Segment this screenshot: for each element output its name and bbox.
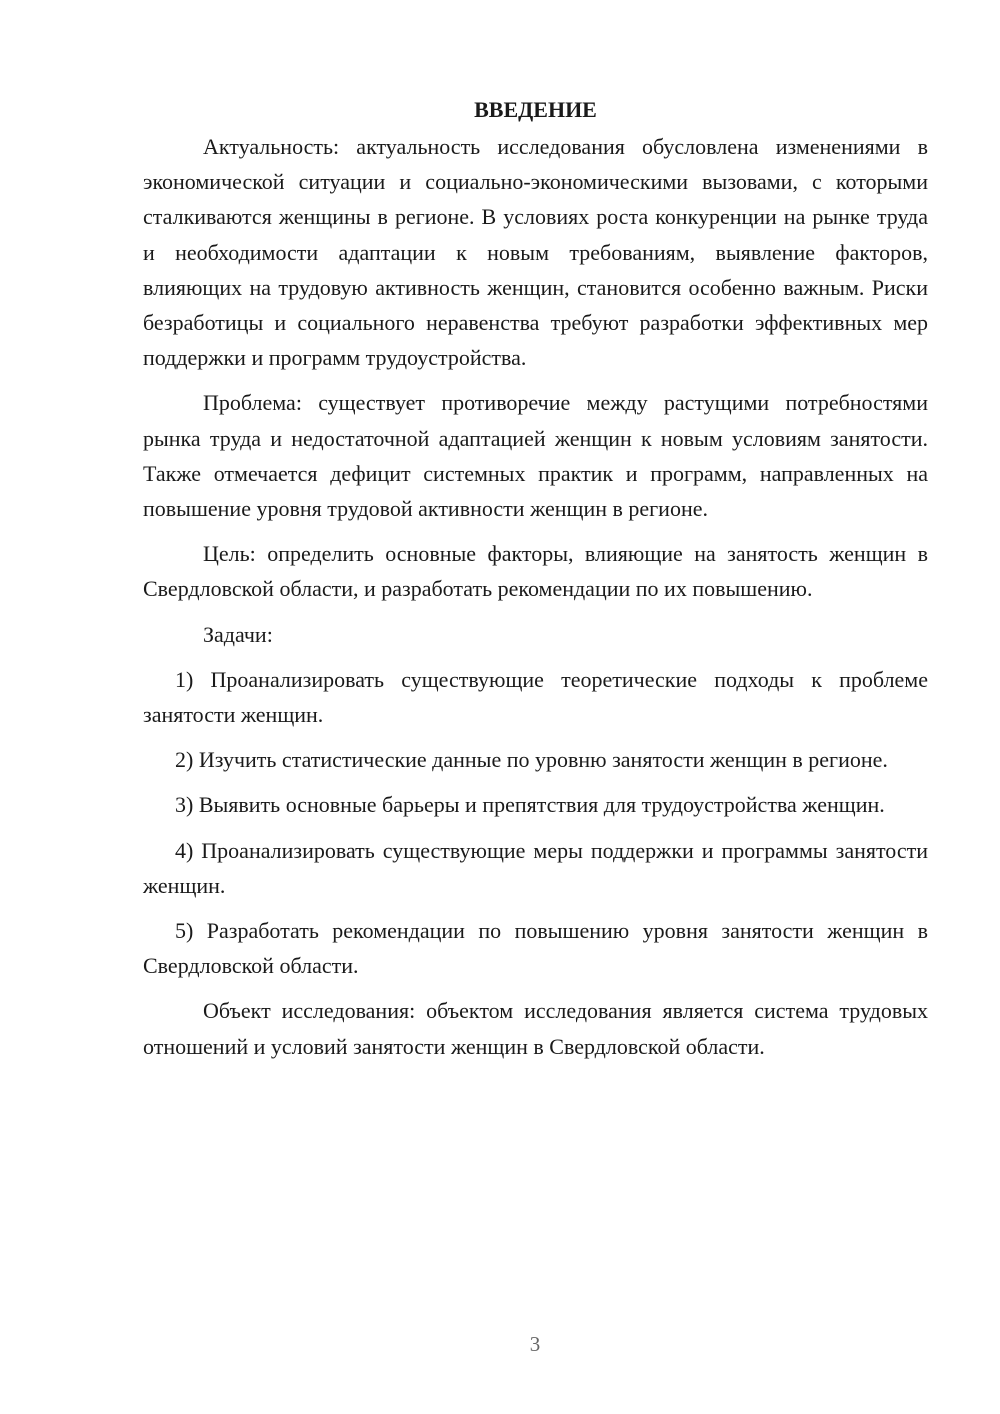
page-number: 3: [529, 1332, 541, 1356]
goal-paragraph: Цель: определить основные факторы, влияющие на занятость женщин в Свердловской области, и разработать рекомендации по их повышению.: [143, 541, 928, 602]
section-heading: ВВЕДЕНИЕ: [474, 97, 597, 122]
task-item-4: 4) Проанализировать существующие меры поддержки и программы занятости женщин.: [143, 837, 928, 898]
problem-paragraph: Проблема: существует противоречие между растущими потребностями рынка труда и недостаточной адаптацией женщин к новым условиям занятости. Также отмечается дефицит системных практик и программ, направленных на повышение уровня трудовой активности женщин в регионе.: [143, 390, 928, 522]
tasks-label: Задачи:: [203, 621, 273, 647]
task-item-1: 1) Проанализировать существующие теоретические подходы к проблеме занятости женщин.: [143, 666, 928, 728]
task-item-5: 5) Разработать рекомендации по повышению уровня занятости женщин в Свердловской области.: [143, 918, 928, 979]
document-page: [143, 92, 928, 1064]
object-paragraph: Объект исследования: объектом исследования является система трудовых отношений и условий занятости женщин в Свердловской области.: [143, 998, 928, 1059]
relevance-paragraph: Актуальность: актуальность исследования обусловлена изменениями в экономической ситуации и социально-экономическими вызовами, с которыми сталкиваются женщины в регионе. В условиях роста конкуренции на рынке труда и необходимости адаптации к новым требованиям, выявление факторов, влияющих на трудовую активность женщин, становится особенно важным. Риски безработицы и социального неравенства требуют разработки эффективных мер поддержки и программ трудоустройства.: [143, 134, 928, 371]
task-item-3: 3) Выявить основные барьеры и препятствия для трудоустройства женщин.: [175, 792, 885, 818]
task-item-2: 2) Изучить статистические данные по уровню занятости женщин в регионе.: [175, 747, 888, 773]
